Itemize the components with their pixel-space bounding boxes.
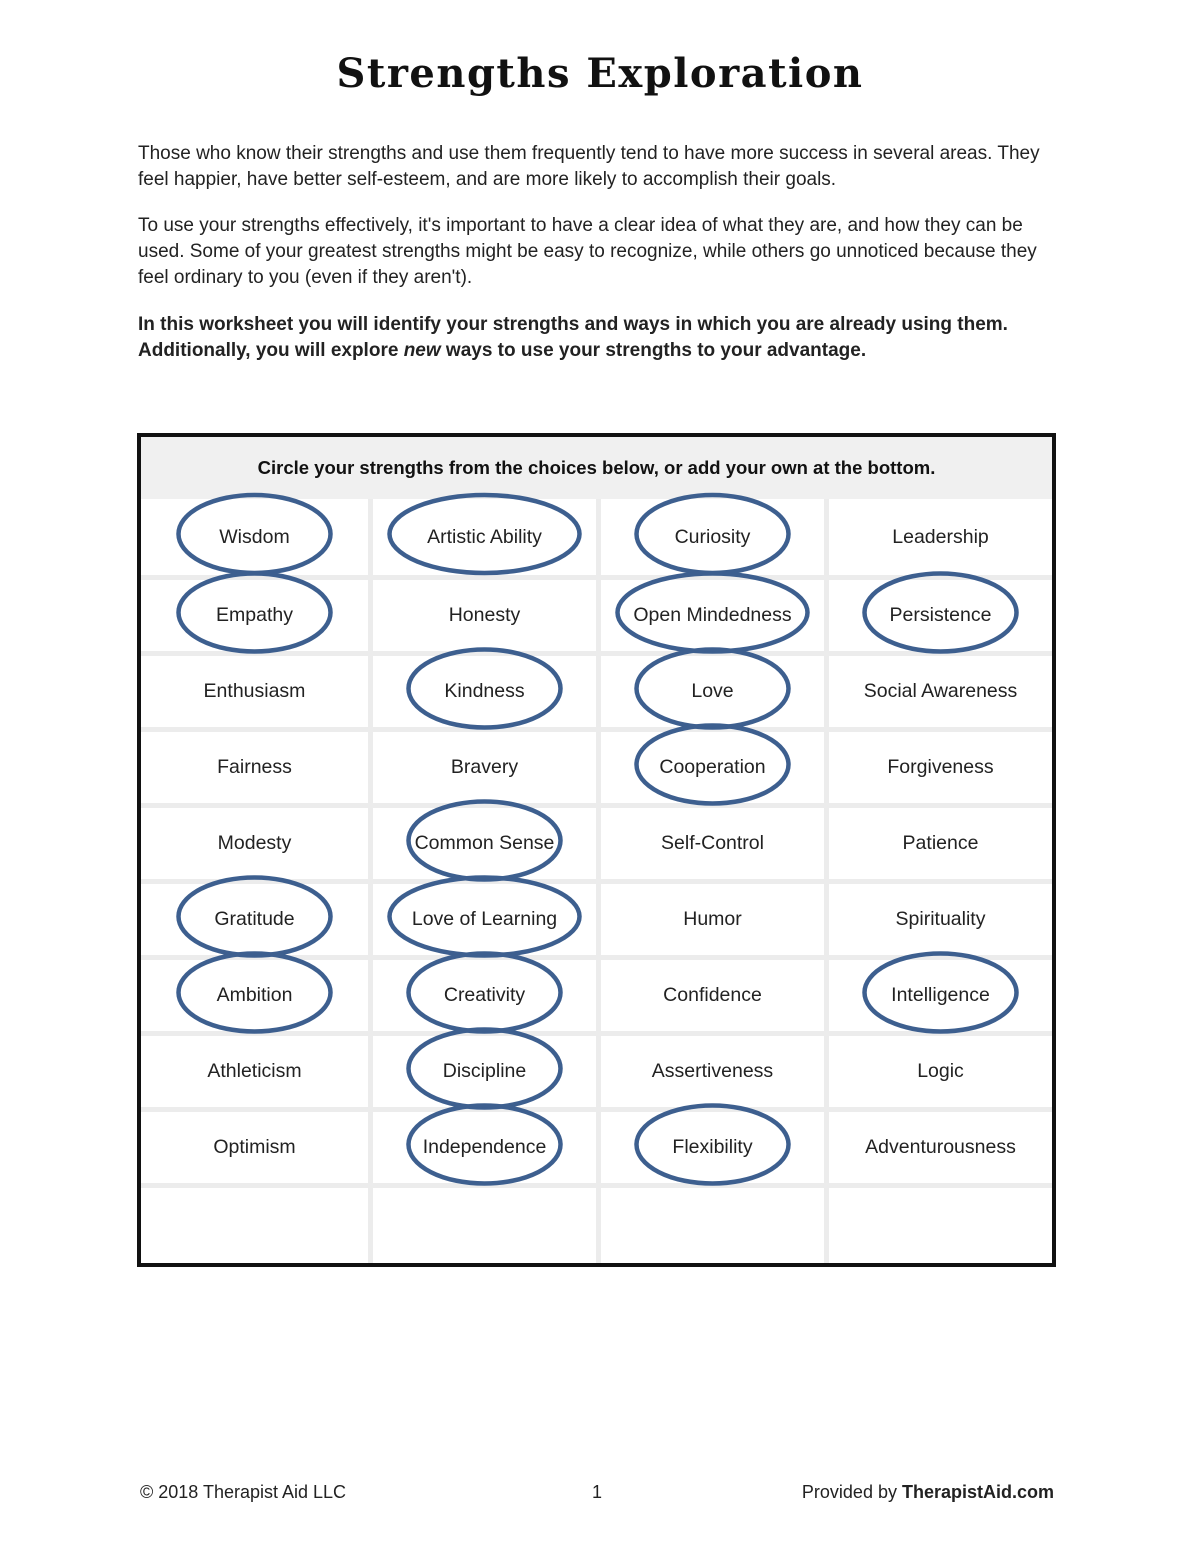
footer-site-link[interactable]: TherapistAid.com — [901, 1482, 1054, 1502]
strength-cell[interactable]: Bravery — [450, 756, 519, 778]
strength-cell[interactable]: Persistence — [889, 604, 992, 626]
strength-cell[interactable]: Artistic Ability — [427, 525, 542, 548]
intro-paragraph-3-part2: ways to use your strengths to your advantage. — [440, 340, 867, 361]
worksheet-instruction: Circle your strengths from the choices below, or add your own at the bottom. — [141, 437, 1052, 499]
strength-cell[interactable]: Curiosity — [674, 525, 751, 548]
footer-copyright: © 2018 Therapist Aid LLC — [140, 1482, 347, 1502]
strength-cell[interactable]: Common Sense — [414, 832, 555, 854]
strength-cell[interactable]: Adventurousness — [865, 1136, 1016, 1158]
strength-cell[interactable]: Gratitude — [214, 908, 295, 930]
intro-paragraph-3 — [138, 312, 1068, 364]
strength-cell[interactable]: Optimism — [213, 1136, 296, 1158]
strength-cell[interactable]: Discipline — [442, 1060, 527, 1082]
strength-cell[interactable]: Social Awareness — [863, 680, 1018, 702]
intro-paragraph-1: Those who know their strengths and use them frequently tend to have more success in several areas. They feel happier, have better self-esteem, and are more likely to accomplish their goals. — [138, 143, 1040, 190]
blank-strength-cell[interactable] — [373, 1188, 596, 1263]
strength-cell[interactable]: Spirituality — [895, 908, 986, 930]
strength-cell[interactable]: Creativity — [443, 984, 526, 1006]
strength-cell[interactable]: Humor — [683, 908, 742, 930]
strength-cell[interactable]: Empathy — [216, 604, 293, 626]
footer-provided-by — [802, 1482, 1054, 1503]
strength-cell[interactable]: Independence — [422, 1136, 547, 1158]
strength-cell[interactable]: Kindness — [444, 680, 525, 702]
strength-cell[interactable]: Open Mindedness — [633, 604, 792, 626]
intro-paragraph-2: To use your strengths effectively, it's important to have a clear idea of what they are, and how they can be used. Some of your greatest strengths might be easy to recognize, while others go unnoticed because they feel ordinary to you (even if they aren't). — [138, 215, 1037, 288]
strength-cell[interactable]: Enthusiasm — [203, 680, 306, 702]
footer-provided-by-label: Provided by — [801, 1482, 902, 1502]
strength-cell[interactable]: Cooperation — [659, 756, 766, 778]
blank-strength-cell[interactable] — [141, 1188, 368, 1263]
strength-cell[interactable]: Leadership — [892, 525, 989, 548]
strength-cell[interactable]: Logic — [917, 1060, 964, 1082]
strength-cell[interactable]: Athleticism — [207, 1060, 302, 1082]
strength-cell[interactable]: Ambition — [216, 984, 293, 1006]
strength-cell[interactable]: Honesty — [448, 604, 521, 626]
strength-cell[interactable]: Love — [691, 680, 734, 702]
strength-cell[interactable]: Flexibility — [672, 1136, 753, 1158]
strengths-worksheet — [137, 433, 1056, 1267]
strength-cell[interactable]: Love of Learning — [411, 908, 558, 930]
blank-strength-cell[interactable] — [601, 1188, 824, 1263]
blank-strength-cell[interactable] — [829, 1188, 1052, 1263]
strength-cell[interactable]: Patience — [902, 832, 979, 854]
strength-cell[interactable]: Fairness — [217, 756, 292, 778]
strength-cell[interactable]: Assertiveness — [651, 1060, 774, 1082]
intro-paragraph-3-part1: In this worksheet you will identify your strengths and ways in which you are already using them. Additionally, you will explore — [138, 314, 1008, 361]
strength-cell[interactable]: Modesty — [217, 832, 292, 854]
footer-page-number: 1 — [592, 1482, 603, 1502]
strength-cell[interactable]: Confidence — [663, 984, 762, 1006]
strength-cell[interactable]: Forgiveness — [887, 756, 994, 778]
strength-cell[interactable]: Self-Control — [661, 832, 764, 854]
intro-emphasis-new: new — [403, 340, 441, 361]
page-title: Strengths Exploration — [336, 50, 864, 97]
strength-cell[interactable]: Wisdom — [219, 525, 290, 548]
strength-cell[interactable]: Intelligence — [891, 984, 990, 1006]
